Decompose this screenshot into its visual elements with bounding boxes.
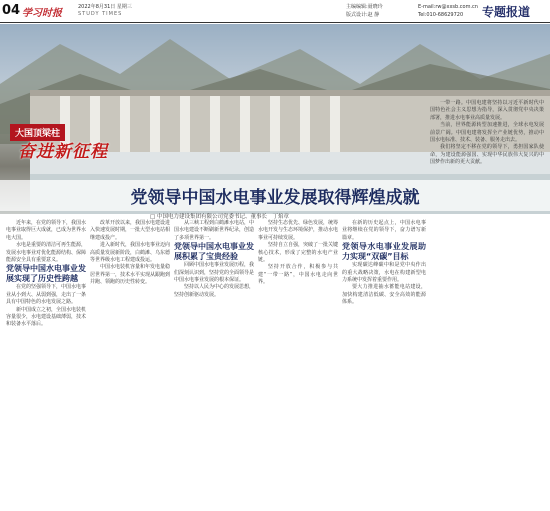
layout-designer: 版式设计:赵 静 (346, 12, 380, 18)
article-column-4 (258, 220, 338, 287)
article-headline: 党领导中国水电事业发展取得辉煌成就 (0, 180, 550, 211)
article-column-3 (174, 220, 254, 299)
section-subhead: 党领导中国水电事业发展积累了宝贵经验 (174, 242, 254, 262)
paragraph: 新中国成立之初，全国水电装机容量很少，水电建设基础薄弱，技术和装备水平落后。 (6, 306, 87, 328)
article-column-2 (90, 220, 170, 287)
paragraph: 一带一路。中国电建将坚持以习近平新时代中国特色社会主义思想为指导，深入贯彻党中央决策部署，推进水电事业高质量发展。 (430, 100, 544, 121)
column-tag: 大国顶梁柱 (10, 124, 65, 141)
paragraph: 回顾中国水电事业发展历程，我们深刻认识到，坚持党的全面领导是中国水电事业发展的根本保证。 (174, 262, 255, 284)
paragraph: 坚持自立自强，突破了一批关键核心技术，形成了完整的水电产业链。 (258, 242, 339, 264)
contact-phone: Tel:010-68629720 (418, 12, 464, 18)
paragraph: 近年来，在党的领导下，我国水电事业取得巨大成就，已成为世界水电大国。 (6, 220, 87, 241)
article-column-5 (342, 220, 426, 307)
article-column-1 (6, 220, 86, 329)
paragraph: 在新的历史起点上，中国水电事业将继续在党的领导下，奋力谱写新篇章。 (342, 220, 426, 241)
section-subhead: 党领导中国水电事业发展实现了历史性跨越 (6, 264, 86, 284)
editor-credits (346, 3, 383, 19)
paragraph: 实现碳达峰碳中和是党中央作出的重大战略决策，水电在构建新型电力系统中发挥着重要作用。 (342, 262, 426, 284)
paragraph: 从三峡工程到白鹤滩水电站，中国水电建设不断刷新世界纪录，创造了多项世界第一。 (174, 220, 255, 241)
paragraph: 当前，世界能源转型加速推进，全球水电发展前景广阔。中国电建将发挥全产业链优势，推动中国水电标准、技术、装备、服务走出去。 (430, 122, 544, 144)
article-byline: □ 中国电力建设集团有限公司党委书记、董事长 丁焰章 (150, 214, 289, 220)
paragraph: 坚持生态优先、绿色发展，统筹水电开发与生态环境保护，推动水电事业可持续发展。 (258, 220, 339, 241)
paragraph: 要大力推进抽水蓄能电站建设，加快构建清洁低碳、安全高效的能源体系。 (342, 284, 426, 306)
chief-editor: 主编编辑:聂晓玲 (346, 4, 383, 10)
paragraph: 进入新时代，我国水电事业迈向高质量发展新阶段，白鹤滩、乌东德等世界级水电工程建成投运。 (90, 242, 171, 264)
paragraph: 我们将坚定不移在党的领导下，勇担国家队使命，为建设能源强国、实现中华民族伟大复兴的中国梦作出新的更大贡献。 (430, 144, 544, 166)
newspaper-logo: 学习时报 (22, 8, 62, 19)
paragraph: 改革开放以来，我国水电建设进入快速发展时期，一批大型水电站相继建成投产。 (90, 220, 171, 241)
hero-slogan: 奋进新征程 (18, 142, 108, 162)
paragraph: 坚持以人民为中心的发展思想，坚持创新驱动发展。 (174, 284, 255, 298)
paragraph: 在党的坚强领导下，中国水电事业从小到大、从弱到强，走出了一条具有中国特色的水电发展之路。 (6, 284, 87, 306)
page-number: 04 (2, 3, 21, 18)
issue-date: 2022年8月31日 星期三 (78, 4, 132, 10)
section-title: 专题报道 (482, 5, 531, 19)
newspaper-english-name: STUDY TIMES (78, 11, 123, 17)
contact-info (418, 3, 478, 19)
section-subhead: 党领导水电事业发展助力实现“双碳”目标 (342, 242, 426, 262)
masthead (0, 0, 550, 23)
contact-email: E-mail:rw@xxsb.com.cn (418, 4, 478, 10)
paragraph: 水电是重要的清洁可再生能源，发展水电事业对优化能源结构、保障能源安全具有重要意义。 (6, 242, 87, 264)
paragraph: 中国水电装机容量和年发电量稳居世界第一，技术水平实现从跟跑到并跑、领跑的历史性转变。 (90, 264, 171, 286)
paragraph: 坚持开放合作，积极参与共建“一带一路”，中国水电走向世界。 (258, 264, 338, 286)
article-column-6 (430, 100, 544, 167)
